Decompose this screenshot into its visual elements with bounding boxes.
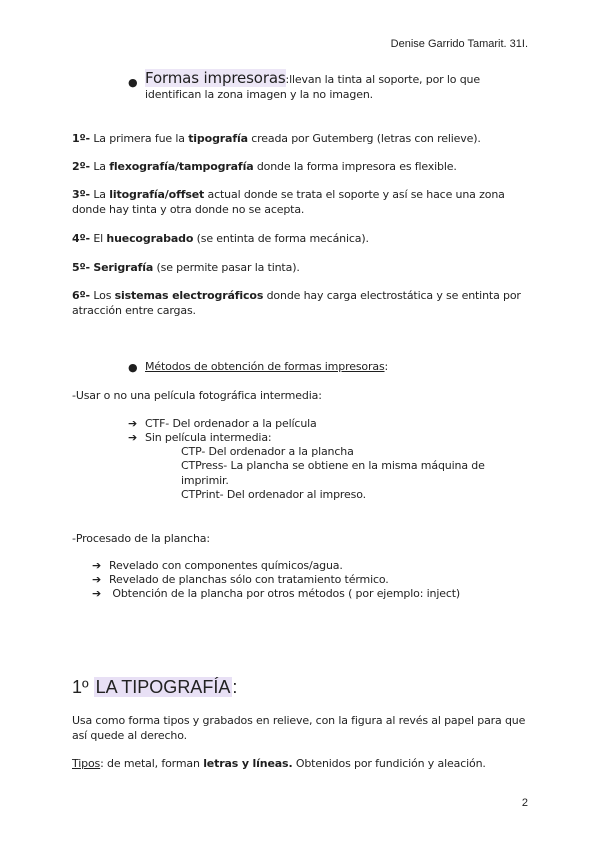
item-bold: flexografía/tampografía [109,160,254,173]
section-colon: : [232,677,238,697]
item-post: creada por Gutemberg (letras con relieve). [247,132,481,145]
item-pre: La primera fue la [89,132,189,145]
item-bold: litografía/offset [109,188,205,201]
page-number: 2 [521,797,528,809]
item-pre: La [89,160,110,173]
numbered-item-5 [72,261,532,276]
item-bold: huecograbado [106,232,194,245]
numbered-item-6 [72,289,532,318]
method-sub-item-1: CTP- Del ordenador a la plancha [181,445,354,458]
section-title: LA TIPOGRAFÍA [95,677,231,697]
tipos-line [72,757,532,772]
tipos-post: Obtenidos por fundición y aleación. [292,757,486,770]
arrow-icon: ➔ [128,417,138,430]
processing-item-1: Revelado con componentes químicos/agua. [109,559,343,572]
method-item-2: Sin película intermedia: [145,431,272,444]
item-bold: tipografía [188,132,248,145]
tipos-label: Tipos [72,757,101,770]
item-bold: sistemas electrográficos [114,289,264,302]
item-post: (se permite pasar la tinta). [153,261,300,274]
processing-item-3: Obtención de la plancha por otros métodos ( por ejemplo: inject) [109,587,461,600]
section-number: 1º [72,677,89,697]
methods-heading [145,360,505,375]
numbered-item-3 [72,188,532,217]
bullet-icon: ● [128,361,138,374]
bullet-icon: ● [128,76,138,89]
method-item-1: CTF- Del ordenador a la película [145,417,317,430]
item-bold: Serigrafía [93,261,154,274]
item-post: (se entinta de forma mecánica). [193,232,369,245]
item-pre: La [89,188,110,201]
intro-bullet [145,71,505,102]
arrow-icon: ➔ [128,431,138,444]
item-pre: El [89,232,107,245]
item-number: 5º- [72,261,90,274]
arrow-icon: ➔ [92,573,102,586]
arrow-icon: ➔ [92,587,102,600]
methods-colon: : [384,360,389,373]
item-number: 4º- [72,232,90,245]
item-number: 3º- [72,188,90,201]
page-header: Denise Garrido Tamarit. 31I. [390,38,528,50]
numbered-item-1 [72,132,532,147]
item-number: 2º- [72,160,90,173]
section-paragraph: Usa como forma tipos y grabados en relieve, con la figura al revés al papel para que así quede al derecho. [72,714,526,742]
processing-intro: -Procesado de la plancha: [72,532,210,545]
numbered-item-2 [72,160,532,175]
intro-bullet-text: :llevan la tinta al soporte, por lo que identifican la zona imagen y la no imagen. [145,73,480,101]
numbered-item-4 [72,232,532,247]
method-sub-item-3: CTPrint- Del ordenador al impreso. [181,488,366,501]
item-number: 1º- [72,132,90,145]
item-pre: Los [89,289,115,302]
section-heading [72,677,237,698]
item-post: donde hay carga electrostática y se entinta por atracción entre cargas. [72,289,521,317]
tipos-bold: letras y líneas. [203,757,293,770]
method-sub-item-2: CTPress- La plancha se obtiene en la misma máquina de imprimir. [181,459,485,487]
intro-bullet-label: Formas impresoras [145,69,286,87]
item-post: actual donde se trata el soporte y así se hace una zona donde hay tinta y otra donde no se acepta. [72,188,505,216]
item-post: donde la forma impresora es flexible. [253,160,457,173]
methods-intro: -Usar o no una película fotográfica intermedia: [72,389,322,402]
item-number: 6º- [72,289,90,302]
processing-item-2: Revelado de planchas sólo con tratamiento térmico. [109,573,389,586]
arrow-icon: ➔ [92,559,102,572]
methods-title: Métodos de obtención de formas impresoras [145,360,385,373]
tipos-pre: : de metal, forman [100,757,204,770]
